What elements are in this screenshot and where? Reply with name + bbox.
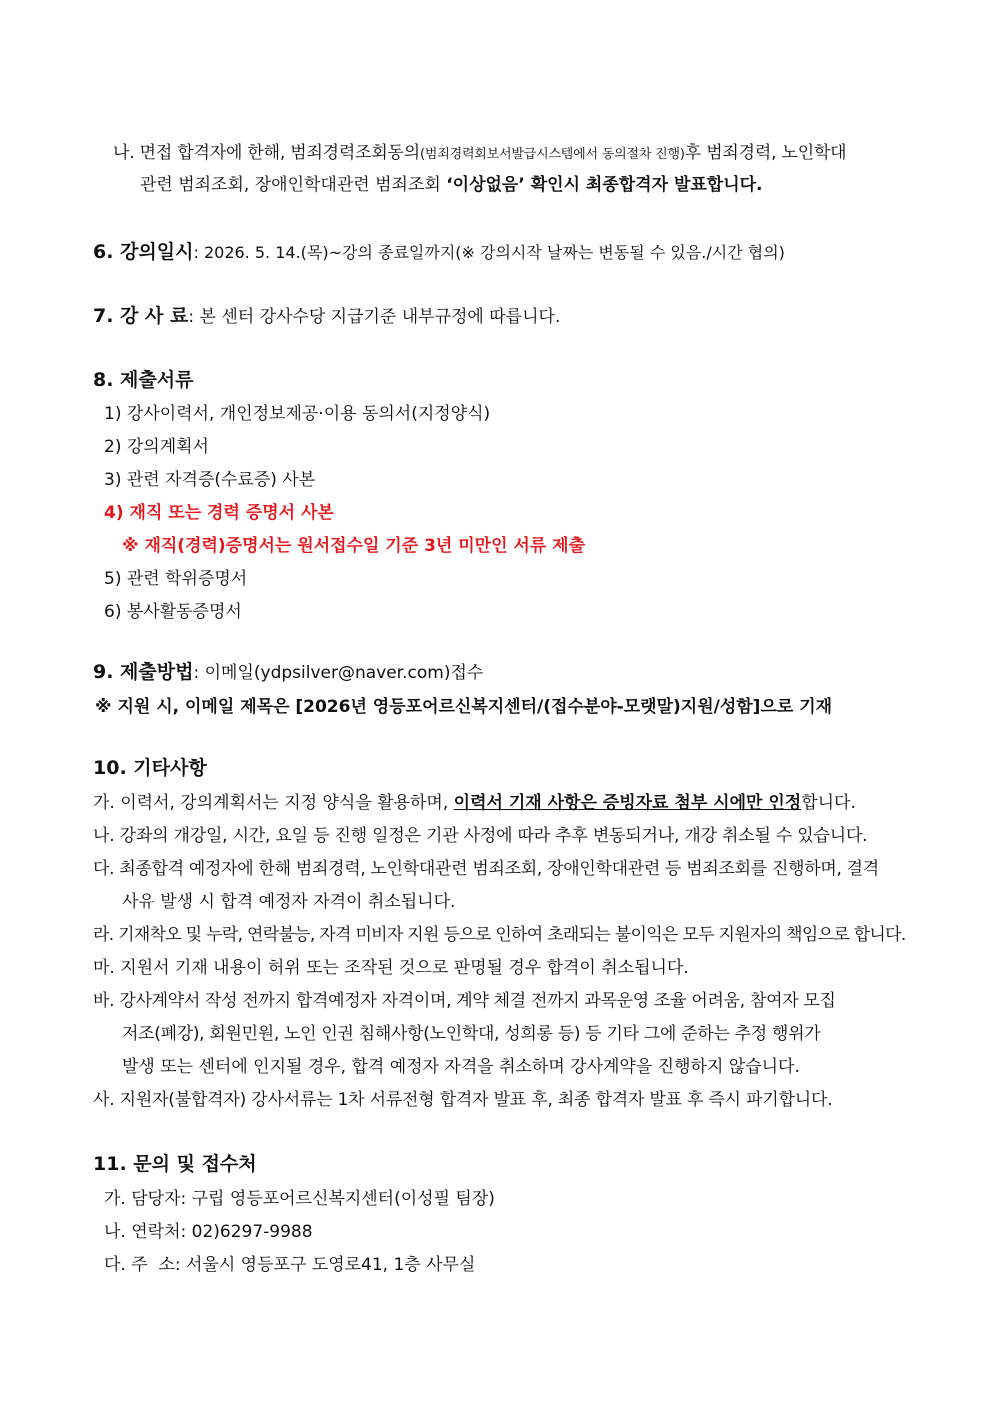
section-6 <box>93 241 785 264</box>
contact-address: 다. 주 소: 서울시 영등포구 도영로41, 1층 사무실 <box>104 1255 476 1275</box>
list-item <box>93 793 856 813</box>
list-item: 나. 강좌의 개강일, 시간, 요일 등 진행 일정은 기관 사정에 따라 추후 변동되거나, 개강 취소될 수 있습니다. <box>93 826 868 846</box>
section-11-title: 11. 문의 및 접수처 <box>93 1153 257 1175</box>
list-item-continued: 사유 발생 시 합격 예정자 자격이 취소됩니다. <box>122 892 456 912</box>
list-item: 사. 지원자(불합격자) 강사서류는 1차 서류전형 합격자 발표 후, 최종 합격자 발표 후 즉시 파기합니다. <box>93 1090 833 1110</box>
list-item: 1) 강사이력서, 개인정보제공·이용 동의서(지정양식) <box>104 404 491 424</box>
list-item-continued: 발생 또는 센터에 인지될 경우, 합격 예정자 자격을 취소하며 강사계약을 진행하지 않습니다. <box>122 1057 800 1077</box>
list-item: 5) 관련 학위증명서 <box>104 569 248 589</box>
section-6-label: 6. 강의일시 <box>93 241 194 263</box>
section-9-text: : 이메일(ydpsilver@naver.com)접수 <box>193 663 484 683</box>
contact-person: 가. 담당자: 구립 영등포어르신복지센터(이성필 팀장) <box>104 1189 495 1209</box>
list-item: 바. 강사계약서 작성 전까지 합격예정자 자격이며, 계약 체결 전까지 과목운영 조율 어려움, 참여자 모집 <box>93 991 836 1011</box>
item-ga-suffix: 합니다. <box>801 793 856 813</box>
contact-phone: 나. 연락처: 02)6297-9988 <box>104 1222 313 1242</box>
list-item-continued: 저조(폐강), 회원민원, 노인 인권 침해사항(노인학대, 성희롱 등) 등 기타 그에 준하는 추정 행위가 <box>122 1024 821 1044</box>
list-item: 6) 봉사활동증명서 <box>104 602 242 622</box>
intro-small-text: (범죄경력회보서발급시스템에서 동의절차 진행) <box>420 147 685 162</box>
list-item-highlight: 4) 재직 또는 경력 증명서 사본 <box>104 503 334 523</box>
list-item-note: ※ 재직(경력)증명서는 원서접수일 기준 3년 미만인 서류 제출 <box>122 536 586 556</box>
item-ga-text: 가. 이력서, 강의계획서는 지정 양식을 활용하며, <box>93 793 454 813</box>
section-6-text: : 2026. 5. 14.(목)~강의 종료일까지(※ 강의시작 날짜는 변동될 수 있음./시간 협의) <box>193 243 785 262</box>
list-item: 다. 최종합격 예정자에 한해 범죄경력, 노인학대관련 범죄조회, 장애인학대관련 등 범죄조회를 진행하며, 결격 <box>93 859 879 879</box>
list-item: 3) 관련 자격증(수료증) 사본 <box>104 470 316 490</box>
section-9-note: ※ 지원 시, 이메일 제목은 [2026년 영등포어르신복지센터/(접수분야-모랫말)지원/성함]으로 기재 <box>95 697 833 717</box>
intro-line-2 <box>140 175 763 195</box>
intro-text: 나. 면접 합격자에 한해, 범죄경력조회동의 <box>113 143 420 163</box>
intro-text-2: 관련 범죄조회, 장애인학대관련 범죄조회 <box>140 175 447 195</box>
section-9-label: 9. 제출방법 <box>93 661 194 683</box>
section-7-text: : 본 센터 강사수당 지급기준 내부규정에 따릅니다. <box>188 307 561 327</box>
intro-line-1 <box>113 143 846 163</box>
section-10-title: 10. 기타사항 <box>93 757 207 779</box>
list-item: 2) 강의계획서 <box>104 437 209 457</box>
section-7 <box>93 305 560 328</box>
list-item: 라. 기재착오 및 누락, 연락불능, 자격 미비자 지원 등으로 인하여 초래되는 불이익은 모두 지원자의 책임으로 합니다. <box>93 925 906 945</box>
list-item: 마. 지원서 기재 내용이 허위 또는 조작된 것으로 판명될 경우 합격이 취소됩니다. <box>93 958 689 978</box>
intro-bold-text: ‘이상없음’ 확인시 최종합격자 발표합니다. <box>446 175 763 195</box>
section-8-title: 8. 제출서류 <box>93 369 194 391</box>
section-9 <box>93 661 483 684</box>
item-ga-emphasis: 이력서 기재 사항은 증빙자료 첨부 시에만 인정 <box>453 793 802 813</box>
intro-text-suffix: 후 범죄경력, 노인학대 <box>684 143 847 163</box>
section-7-label: 7. 강 사 료 <box>93 305 189 327</box>
